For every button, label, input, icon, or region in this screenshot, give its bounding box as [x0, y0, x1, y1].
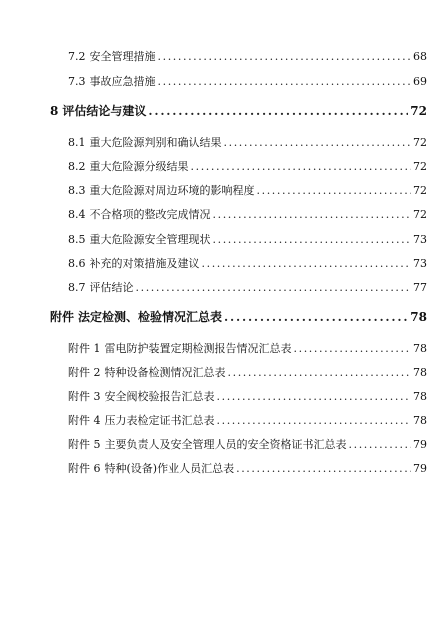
toc-entry-number: 附件 5: [68, 438, 101, 451]
toc-entry: [68, 75, 427, 89]
toc-entry-number: 8.4: [68, 208, 86, 221]
toc-entry-page: 79: [413, 462, 427, 475]
toc-entry-number: 7.3: [68, 75, 86, 88]
toc-entry-title: 压力表检定证书汇总表: [104, 414, 215, 427]
toc-leader-dots: [224, 310, 408, 324]
toc-entry-page: 78: [410, 310, 427, 324]
toc-leader-dots: [213, 208, 412, 222]
toc-leader-dots: [236, 462, 411, 476]
toc-entry-page: 72: [413, 160, 427, 173]
toc-entry: [68, 233, 427, 247]
toc-entry-number: 7.2: [68, 50, 86, 63]
toc-entry-title: 主要负责人及安全管理人员的安全资格证书汇总表: [104, 438, 347, 451]
toc-entry-number: 附件 1: [68, 342, 101, 355]
toc-entry-title: 安全阀校验报告汇总表: [104, 390, 215, 403]
toc-entry-title: 补充的对策措施及建议: [89, 257, 200, 270]
toc-entry: [68, 184, 427, 198]
toc-entry-title: 特种设备检测情况汇总表: [104, 366, 226, 379]
toc-appendix-entry: [50, 310, 427, 324]
toc-entry-page: 73: [413, 257, 427, 270]
toc-entry-number: 附件 6: [68, 462, 101, 475]
toc-entry: [68, 342, 427, 356]
toc-leader-dots: [217, 414, 412, 428]
toc-entry: [68, 390, 427, 404]
toc-entry-title: 重大危险源分级结果: [89, 160, 189, 173]
toc-entry-title: 雷电防护装置定期检测报告情况汇总表: [104, 342, 292, 355]
toc-entry-number: 附件 2: [68, 366, 101, 379]
toc-entry: [68, 50, 427, 64]
toc-entry-number: 8.5: [68, 233, 86, 246]
toc-entry-number: 8.6: [68, 257, 86, 270]
toc-entry-title: 安全管理措施: [89, 50, 156, 63]
toc-entry: [68, 136, 427, 150]
toc-entry-page: 77: [413, 281, 427, 294]
toc-chapter-entry: [50, 104, 427, 118]
toc-entry-page: 79: [413, 438, 427, 451]
toc-entry-number: 附件 3: [68, 390, 101, 403]
toc-entry-title: 特种(设备)作业人员汇总表: [104, 462, 235, 475]
toc-entry-number: 附件 4: [68, 414, 101, 427]
toc-entry-page: 78: [413, 342, 427, 355]
toc-entry-page: 72: [413, 184, 427, 197]
toc-leader-dots: [136, 281, 412, 295]
toc-entry-page: 72: [410, 104, 427, 118]
toc-entry-title: 评估结论: [89, 281, 134, 294]
toc-entry-title: 重大危险源安全管理现状: [89, 233, 211, 246]
toc-entry-page: 69: [413, 75, 427, 88]
toc-entry: [68, 160, 427, 174]
toc-leader-dots: [224, 136, 412, 150]
toc-entry-number: 8.7: [68, 281, 86, 294]
toc-entry-title: 不合格项的整改完成情况: [89, 208, 211, 221]
toc-leader-dots: [349, 438, 412, 452]
toc-leader-dots: [213, 233, 412, 247]
toc-entry-page: 72: [413, 136, 427, 149]
toc-entry-page: 78: [413, 390, 427, 403]
toc-leader-dots: [217, 390, 412, 404]
toc-entry-number: 8.3: [68, 184, 86, 197]
toc-entry-number: 8.2: [68, 160, 86, 173]
toc-entry-page: 72: [413, 208, 427, 221]
toc-entry-title: 重大危险源判别和确认结果: [89, 136, 222, 149]
toc-entry-title: 评估结论与建议: [62, 104, 147, 118]
toc-entry-title: 事故应急措施: [89, 75, 156, 88]
toc-entry-title: 重大危险源对周边环境的影响程度: [89, 184, 255, 197]
toc-leader-dots: [158, 50, 412, 64]
toc-leader-dots: [148, 104, 408, 118]
toc-entry-title: 法定检测、检验情况汇总表: [78, 310, 223, 324]
toc-leader-dots: [202, 257, 412, 271]
toc-entry-page: 68: [413, 50, 427, 63]
toc-leader-dots: [228, 366, 412, 380]
toc-entry: [68, 462, 427, 476]
toc-entry-number: 8.1: [68, 136, 86, 149]
toc-entry-number: 附件: [50, 310, 75, 324]
toc-entry-page: 78: [413, 366, 427, 379]
toc-entry-page: 78: [413, 414, 427, 427]
toc-entry: [68, 366, 427, 380]
toc-entry: [68, 208, 427, 222]
toc-entry: [68, 414, 427, 428]
toc-entry: [68, 438, 427, 452]
toc-entry: [68, 257, 427, 271]
toc-leader-dots: [257, 184, 412, 198]
toc-entry: [68, 281, 427, 295]
toc-entry-page: 73: [413, 233, 427, 246]
toc-leader-dots: [158, 75, 412, 89]
toc-entry-number: 8: [50, 104, 59, 118]
toc-leader-dots: [294, 342, 412, 356]
toc-leader-dots: [191, 160, 412, 174]
